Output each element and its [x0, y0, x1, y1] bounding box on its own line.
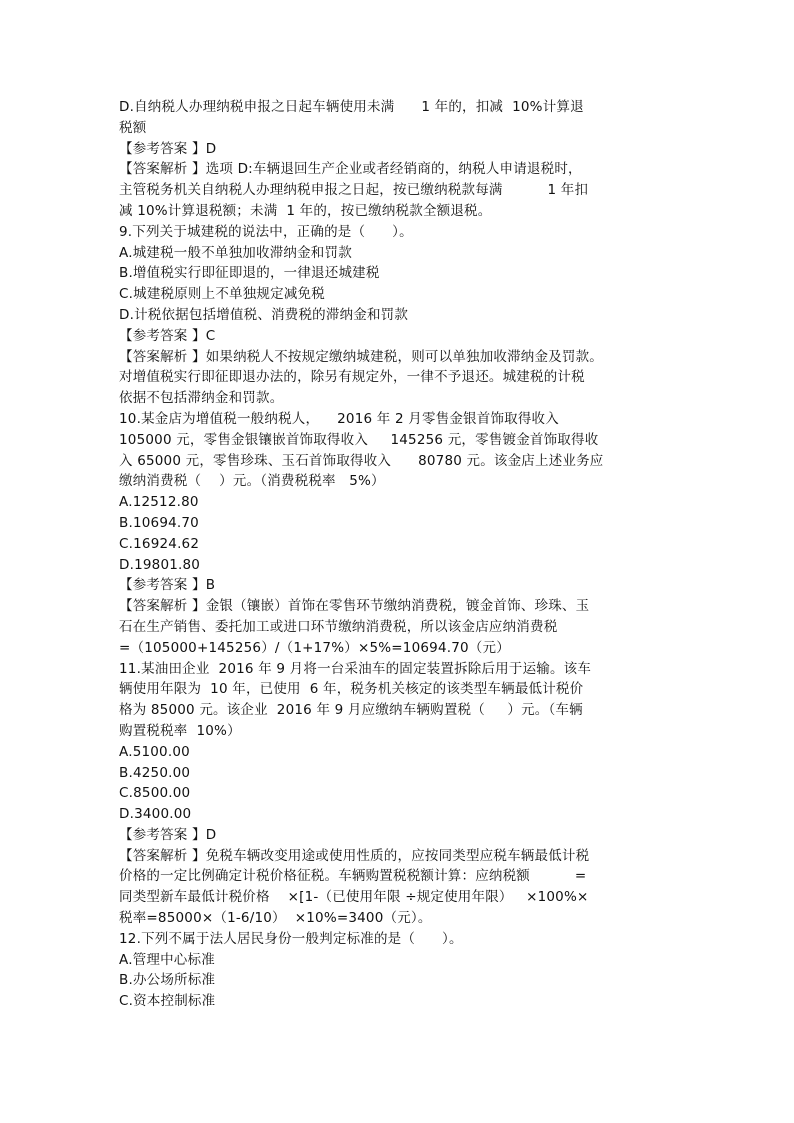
option-a: A.12512.80	[119, 494, 199, 511]
answer-analysis: 【答案解析 】如果纳税人不按规定缴纳城建税，则可以单独加收滞纳金及罚款。	[119, 348, 603, 365]
option-b: B.增值税实行即征即退的，一律退还城建税	[119, 265, 380, 282]
text-line: 辆使用年限为 10 年，已使用 6 年，税务机关核定的该类型车辆最低计税价	[119, 681, 584, 698]
text-line: 税额	[119, 119, 147, 136]
text-line: 对增值税实行即征即退办法的，除另有规定外，一律不予退还。城建税的计税	[119, 369, 585, 386]
text-line: 价格的一定比例确定计税价格征税。车辆购置税税额计算：应纳税额 =	[119, 868, 587, 885]
reference-answer: 【参考答案 】D	[119, 826, 217, 843]
text-line: 主管税务机关自纳税人办理纳税申报之日起，按已缴纳税款每满 1 年扣	[119, 182, 589, 199]
text-line: 石在生产销售、委托加工或进口环节缴纳消费税，所以该金店应纳消费税	[119, 618, 558, 635]
answer-analysis: 【答案解析 】金银（镶嵌）首饰在零售环节缴纳消费税，镀金首饰、珍珠、玉	[119, 598, 590, 615]
option-b: B.办公场所标准	[119, 972, 216, 989]
option-b: B.10694.70	[119, 514, 199, 531]
text-line: 105000 元，零售金银镶嵌首饰取得收入 145256 元，零售镀金首饰取得收	[119, 431, 599, 448]
option-c: C.8500.00	[119, 785, 191, 802]
formula-line: 同类型新车最低计税价格 ×[1-（已使用年限 ÷规定使用年限） ×100%×	[119, 889, 589, 906]
formula-line: 税率=85000×（1-6/10） ×10%=3400（元）。	[119, 910, 432, 927]
answer-analysis: 【答案解析 】选项 D:车辆退回生产企业或者经销商的，纳税人申请退税时，	[119, 161, 582, 178]
option-c: C.资本控制标准	[119, 993, 216, 1010]
formula-line: =（105000+145256）/（1+17%）×5%=10694.70（元）	[119, 639, 510, 656]
document-body	[119, 97, 689, 1012]
text-line: 依据不包括滞纳金和罚款。	[119, 390, 284, 407]
option-a: A.管理中心标准	[119, 951, 215, 968]
text-line: D.自纳税人办理纳税申报之日起车辆使用未满 1 年的，扣减 10%计算退	[119, 99, 584, 115]
reference-answer: 【参考答案 】D	[119, 140, 217, 157]
option-c: C.城建税原则上不单独规定减免税	[119, 286, 325, 303]
option-d: D.19801.80	[119, 556, 201, 573]
option-b: B.4250.00	[119, 764, 191, 781]
option-d: D.计税依据包括增值税、消费税的滞纳金和罚款	[119, 306, 409, 323]
text-line: 缴纳消费税（ ）元。（消费税税率 5%）	[119, 473, 385, 490]
option-a: A.城建税一般不单独加收滞纳金和罚款	[119, 244, 352, 261]
text-line: 减 10%计算退税额；未满 1 年的，按已缴纳税款全额退税。	[119, 202, 492, 219]
option-a: A.5100.00	[119, 743, 190, 760]
option-d: D.3400.00	[119, 806, 192, 823]
reference-answer: 【参考答案 】B	[119, 577, 216, 594]
question-11: 11.某油田企业 2016 年 9 月将一台采油车的固定装置拆除后用于运输。该车	[119, 660, 592, 677]
question-10: 10.某金店为增值税一般纳税人， 2016 年 2 月零售金银首饰取得收入	[119, 410, 559, 427]
text-line: 购置税税率 10%）	[119, 722, 241, 739]
reference-answer: 【参考答案 】C	[119, 327, 216, 344]
question-9: 9.下列关于城建税的说法中，正确的是（ ）。	[119, 223, 413, 240]
answer-analysis: 【答案解析 】免税车辆改变用途或使用性质的，应按同类型应税车辆最低计税	[119, 847, 590, 864]
text-line: 入 65000 元，零售珍珠、玉石首饰取得收入 80780 元。该金店上述业务应	[119, 452, 604, 469]
option-c: C.16924.62	[119, 535, 200, 552]
question-12: 12.下列不属于法人居民身份一般判定标准的是（ ）。	[119, 930, 463, 947]
text-line: 格为 85000 元。该企业 2016 年 9 月应缴纳车辆购置税（ ）元。（车辆	[119, 702, 583, 719]
